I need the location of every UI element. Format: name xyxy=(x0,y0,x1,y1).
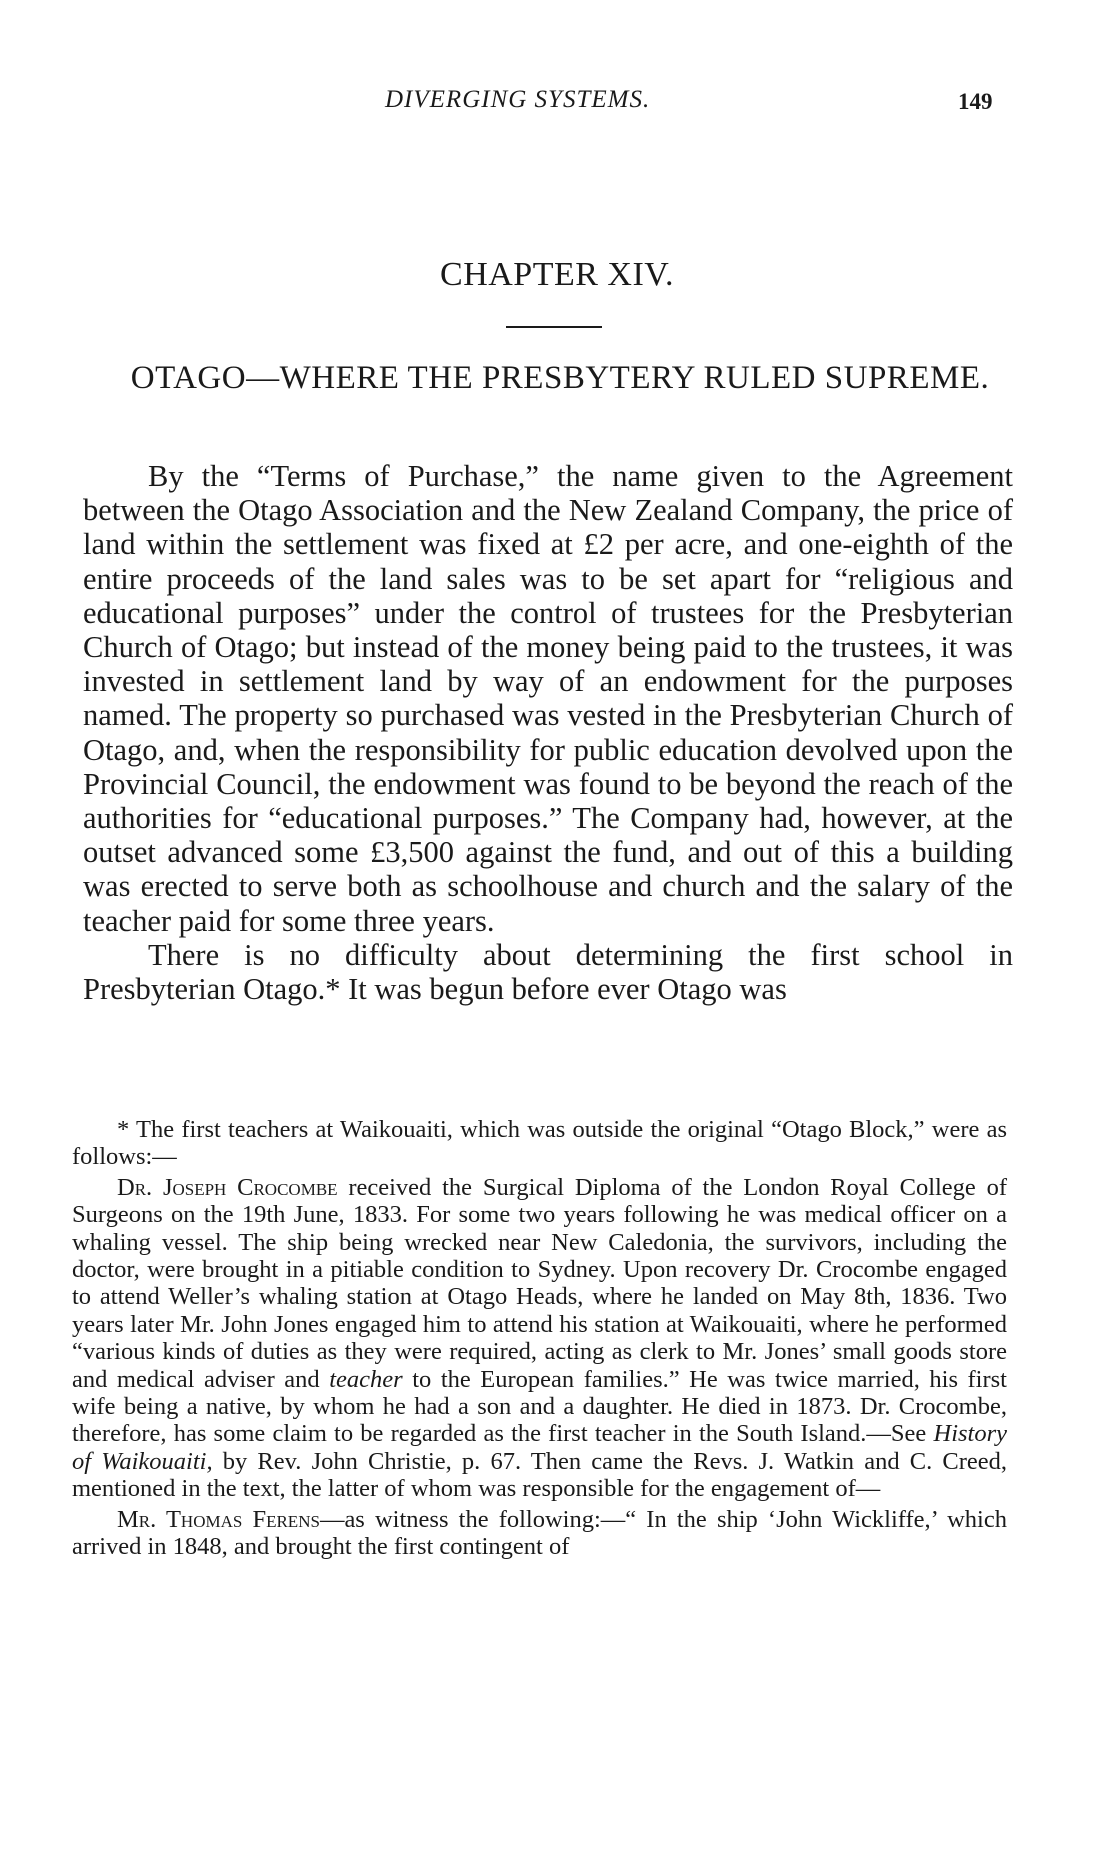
footnote-person-name: Mr. Thomas Ferens xyxy=(117,1505,320,1533)
footnote-book-title: History of Waikouaiti, xyxy=(72,1420,1007,1475)
chapter-divider xyxy=(506,326,602,328)
footnote-text: —as witness the following:—“ In the ship ‘John Wickliffe,’ which arrived in 1848, and brought the first contingent of xyxy=(72,1505,1007,1561)
running-head xyxy=(0,86,1114,126)
body-paragraph: There is no difficulty about determining the first school in Presbyterian Otago.* It was begun before ever Otago was xyxy=(83,937,1013,1007)
footnote-crocombe xyxy=(72,1174,1007,1503)
footnotes xyxy=(72,1116,1007,1564)
footnote-text: by Rev. John Christie, p. 67. Then came the Revs. J. Watkin and C. Creed, mentioned in the text, the latter of whom was responsible for the engagement of— xyxy=(72,1447,1007,1503)
chapter-number: CHAPTER XIV. xyxy=(440,256,674,293)
page-number: 149 xyxy=(958,89,993,114)
running-title: DIVERGING SYSTEMS. xyxy=(385,86,651,113)
footnote-text: to the European families.” He was twice married, his first wife being a native, by whom he had a son and a daughter. He died in 1873. Dr. Crocombe, therefore, has some claim to be regarded as the first teacher in the South Island.—See xyxy=(72,1365,1007,1448)
footnote-person-name: Dr. Joseph Crocombe xyxy=(117,1173,338,1201)
footnote-emphasis: teacher xyxy=(329,1365,403,1393)
chapter-title: OTAGO—WHERE THE PRESBYTERY RULED SUPREME. xyxy=(130,360,990,396)
footnote-text: received the Surgical Diploma of the London Royal College of Surgeons on the 19th June, 1833. For some two years following he was medical officer on a whaling vessel. The ship being wrecked near New Caledonia, the survivors, including the doctor, were brought in a pitiable condition to Sydney. Upon recovery Dr. Crocombe engaged to attend Weller’s whaling station at Otago Heads, where he landed on May 8th, 1836. Two years later Mr. John Jones engaged him to attend his station at Waikouaiti, where he performed “various kinds of duties as they were required, acting as clerk to Mr. Jones’ small goods store and medical adviser and xyxy=(72,1173,1008,1393)
footnote-ferens xyxy=(72,1506,1007,1561)
body-text xyxy=(83,459,1013,1006)
body-paragraph: By the “Terms of Purchase,” the name given to the Agreement between the Otago Association and the New Zealand Company, the price of land within the settlement was fixed at £2 per acre, and one-eighth of the entire proceeds of the land sales was to be set apart for “religious and educational purposes” under the control of trustees for the Presbyterian Church of Otago; but instead of the money being paid to the trustees, it was invested in settlement land by way of an endowment for the purposes named. The property so purchased was vested in the Presbyterian Church of Otago, and, when the responsibility for public education devolved upon the Provincial Council, the endowment was found to be beyond the reach of the authorities for “educational purposes.” The Company had, however, at the outset advanced some £3,500 against the fund, and out of this a building was erected to serve both as schoolhouse and church and the salary of the teacher paid for some three years. xyxy=(83,459,1013,938)
footnote-intro: * The first teachers at Waikouaiti, which was outside the original “Otago Block,” were as follows:— xyxy=(72,1116,1007,1171)
